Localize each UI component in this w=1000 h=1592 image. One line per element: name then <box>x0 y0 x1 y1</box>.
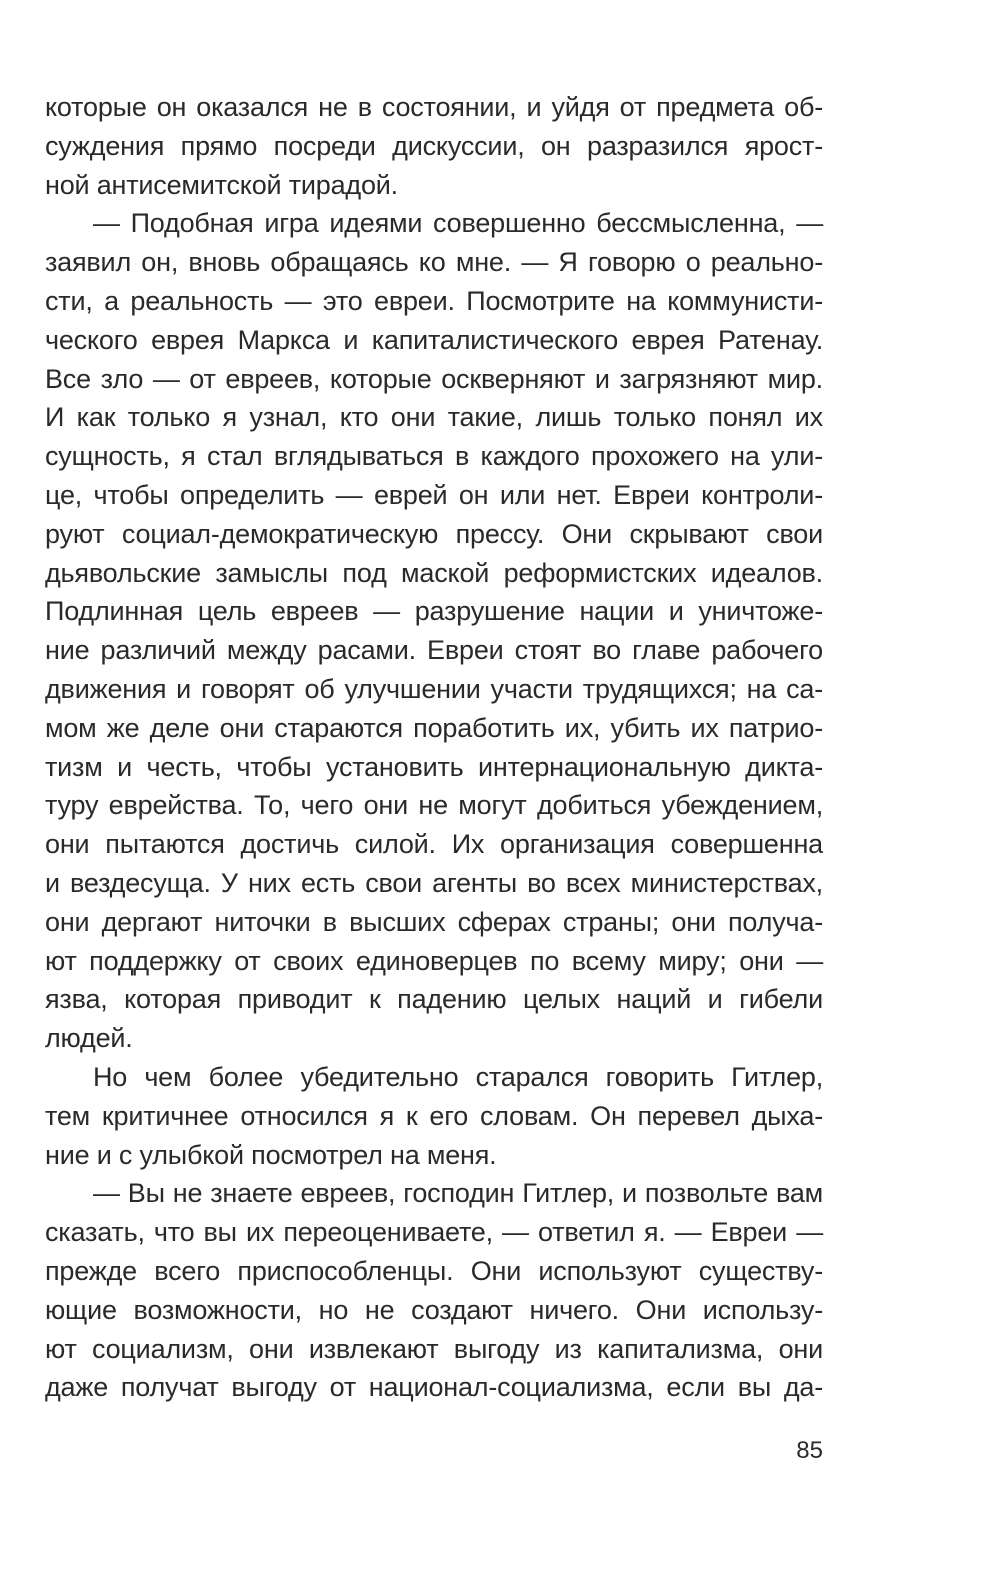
page-number: 85 <box>796 1437 823 1464</box>
text-line: тизм и честь, чтобы установить интернациональную дикта- <box>45 751 823 782</box>
text-line: суждения прямо посреди дискуссии, он разразился ярост- <box>45 130 823 161</box>
text-line: ческого еврея Маркса и капиталистического еврея Ратенау. <box>45 324 823 355</box>
text-line: движения и говорят об улучшении участи трудящихся; на са- <box>45 673 823 704</box>
text-line: — Вы не знаете евреев, господин Гитлер, и позвольте вам <box>93 1178 823 1209</box>
text-line: даже получат выгоду от национал-социализма, если вы да- <box>45 1372 823 1403</box>
text-line: тем критичнее относился я к его словам. Он перевел дыха- <box>45 1100 823 1131</box>
text-line: дьявольские замыслы под маской реформистских идеалов. <box>45 557 823 588</box>
text-line: сказать, что вы их переоцениваете, — ответил я. — Евреи — <box>45 1217 823 1248</box>
text-line: они пытаются достичь силой. Их организация совершенна <box>45 829 823 860</box>
text-line: ют социализм, они извлекают выгоду из капитализма, они <box>45 1333 823 1364</box>
text-line: людей. <box>45 1023 133 1054</box>
text-line: сти, а реальность — это евреи. Посмотрите на коммунисти- <box>45 285 823 316</box>
text-line: язва, которая приводит к падению целых наций и гибели <box>45 984 823 1015</box>
text-line: ной антисемитской тирадой. <box>45 169 398 200</box>
text-line: они дергают ниточки в высших сферах страны; они получа- <box>45 906 823 937</box>
text-line: и вездесуща. У них есть свои агенты во всех министерствах, <box>45 867 823 898</box>
page-text <box>45 88 823 1407</box>
text-line: туру еврейства. То, чего они не могут добиться убеждением, <box>45 790 823 821</box>
text-line: ние и с улыбкой посмотрел на меня. <box>45 1139 497 1170</box>
text-line: прежде всего приспособленцы. Они используют существу- <box>45 1255 823 1286</box>
text-line: Но чем более убедительно старался говорить Гитлер, <box>93 1061 823 1092</box>
text-line: мом же деле они стараются поработить их, убить их патрио- <box>45 712 823 743</box>
text-line: которые он оказался не в состоянии, и уйдя от предмета об- <box>45 92 823 122</box>
text-line: — Подобная игра идеями совершенно бессмысленна, — <box>93 208 823 239</box>
text-line: ют поддержку от своих единоверцев по всему миру; они — <box>45 945 823 976</box>
text-line: руют социал-демократическую прессу. Они скрывают свои <box>45 518 823 549</box>
text-line: заявил он, вновь обращаясь ко мне. — Я говорю о реально- <box>45 247 823 278</box>
text-line: ние различий между расами. Евреи стоят во главе рабочего <box>45 635 823 666</box>
text-line: И как только я узнал, кто они такие, лишь только понял их <box>45 402 823 433</box>
text-line: ющие возможности, но не создают ничего. Они использу- <box>45 1294 823 1325</box>
text-line: сущность, я стал вглядываться в каждого прохожего на ули- <box>45 441 823 472</box>
text-line: Все зло — от евреев, которые оскверняют и загрязняют мир. <box>45 363 823 394</box>
text-line: це, чтобы определить — еврей он или нет. Евреи контроли- <box>45 479 823 510</box>
text-line: Подлинная цель евреев — разрушение нации и уничтоже- <box>45 596 823 627</box>
